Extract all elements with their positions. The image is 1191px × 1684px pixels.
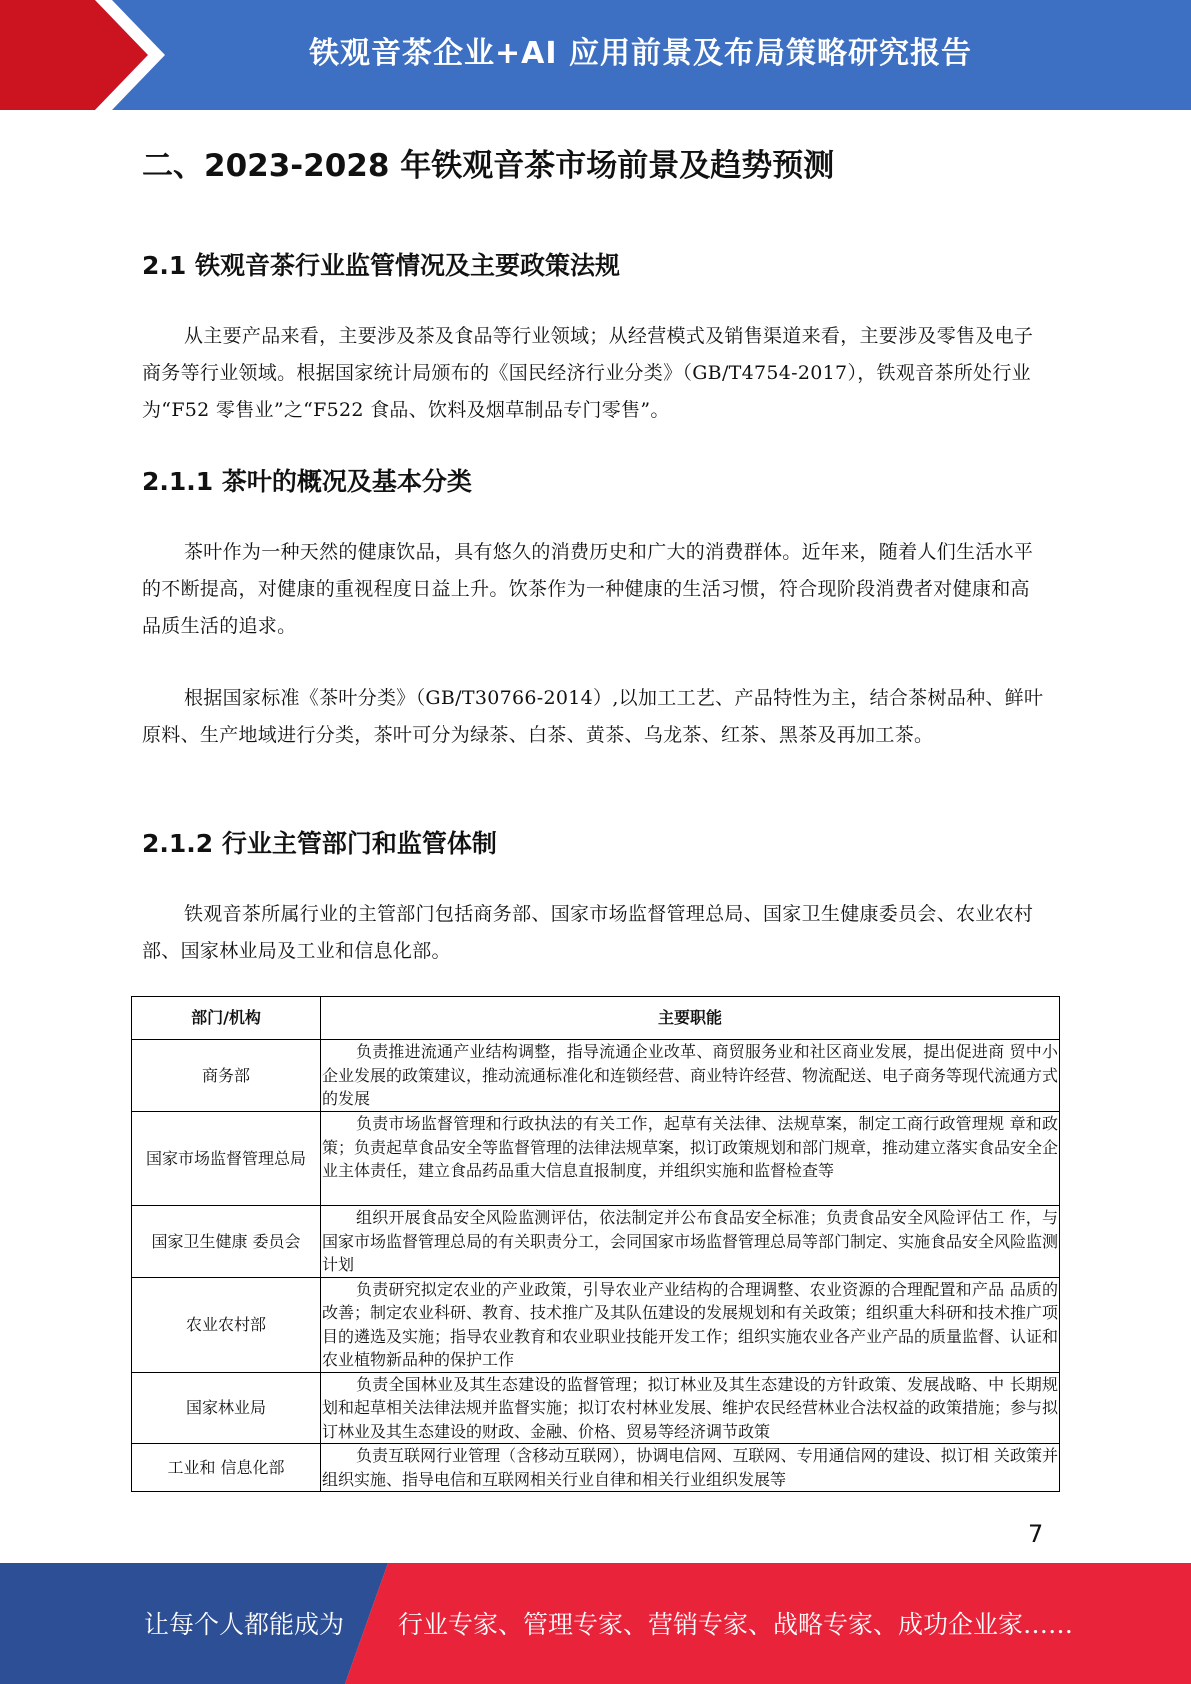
- subsection-2-1-title: 2.1 铁观音茶行业监管情况及主要政策法规: [142, 251, 620, 280]
- table-row: [132, 1112, 1060, 1206]
- footer-slogan-right: 行业专家、管理专家、营销专家、战略专家、成功企业家……: [398, 1610, 1074, 1639]
- subsection-2-1-2-paragraph: 铁观音茶所属行业的主管部门包括商务部、国家市场监督管理总局、国家卫生健康委员会、农业农村部、国家林业局及工业和信息化部。: [142, 903, 1034, 962]
- dept-cell: 商务部: [132, 1040, 321, 1112]
- subsection-2-1-1-paragraph-2: 根据国家标准《茶叶分类》（GB/T30766-2014）,以加工工艺、产品特性为主，结合茶树品种、鲜叶原料、生产地域进行分类，茶叶可分为绿茶、白茶、黄茶、乌龙茶、红茶、黑茶及再加工茶。: [142, 687, 1044, 746]
- subsection-2-1-paragraph: 从主要产品来看，主要涉及茶及食品等行业领域；从经营模式及销售渠道来看，主要涉及零售及电子商务等行业领域。根据国家统计局颁布的《国民经济行业分类》（GB/T4754-2017），铁观音茶所处行业为“F52 零售业”之“F522 食品、饮料及烟草制品专门零售”。: [142, 325, 1034, 421]
- duty-cell: 组织开展食品安全风险监测评估，依法制定并公布食品安全标准；负责食品安全风险评估工 作，与国家市场监督管理总局的有关职责分工，会同国家市场监督管理总局等部门制定、实施食品安全风险监测计划: [321, 1206, 1060, 1278]
- duty-cell: 负责互联网行业管理（含移动互联网），协调电信网、互联网、专用通信网的建设、拟订相 关政策并组织实施、指导电信和互联网相关行业自律和相关行业组织发展等: [321, 1444, 1060, 1492]
- subsection-2-1-2-title: 2.1.2 行业主管部门和监管体制: [142, 829, 497, 858]
- dept-cell: 国家市场监督管理总局: [132, 1112, 321, 1206]
- table-row: [132, 1372, 1060, 1444]
- table-row: [132, 1444, 1060, 1492]
- duty-cell: 负责推进流通产业结构调整，指导流通企业改革、商贸服务业和社区商业发展，提出促进商 贸中小企业发展的政策建议，推动流通标准化和连锁经营、商业特许经营、物流配送、电子商务等现代流通方式的发展: [321, 1040, 1060, 1112]
- duty-cell: 负责全国林业及其生态建设的监督管理；拟订林业及其生态建设的方针政策、发展战略、中 长期规划和起草相关法律法规并监督实施；拟订农村林业发展、维护农民经营林业合法权益的政策措施；参与拟订林业及其生态建设的财政、金融、价格、贸易等经济调节政策: [321, 1372, 1060, 1444]
- report-title: 铁观音茶企业+AI 应用前景及布局策略研究报告: [309, 36, 972, 71]
- duty-cell: 负责市场监督管理和行政执法的有关工作，起草有关法律、法规草案，制定工商行政管理规 章和政策；负责起草食品安全等监督管理的法律法规草案，拟订政策规划和部门规章，推动建立落实食品安全企业主体责任，建立食品药品重大信息直报制度，并组织实施和监督检查等: [321, 1112, 1060, 1206]
- dept-cell: 农业农村部: [132, 1277, 321, 1372]
- page-footer: [0, 1563, 1191, 1684]
- header-dept: 部门/机构: [132, 997, 321, 1040]
- dept-cell: 国家卫生健康 委员会: [132, 1206, 321, 1278]
- table-header-row: [132, 997, 1060, 1040]
- footer-slogan-left: 让每个人都能成为: [144, 1610, 345, 1639]
- regulator-table: [131, 996, 1060, 1492]
- table-row: [132, 1040, 1060, 1112]
- dept-cell: 国家林业局: [132, 1372, 321, 1444]
- section-title: 二、2023-2028 年铁观音茶市场前景及趋势预测: [142, 148, 835, 184]
- dept-cell: 工业和 信息化部: [132, 1444, 321, 1492]
- duty-cell: 负责研究拟定农业的产业政策，引导农业产业结构的合理调整、农业资源的合理配置和产品 品质的改善；制定农业科研、教育、技术推广及其队伍建设的发展规划和有关政策；组织重大科研和技术推广项目的遴选及实施；指导农业教育和农业职业技能开发工作；组织实施农业各产业产品的质量监督、认证和农业植物新品种的保护工作: [321, 1277, 1060, 1372]
- header-duty: 主要职能: [321, 997, 1060, 1040]
- page-number: 7: [1028, 1520, 1044, 1548]
- table-row: [132, 1277, 1060, 1372]
- subsection-2-1-1-paragraph-1: 茶叶作为一种天然的健康饮品，具有悠久的消费历史和广大的消费群体。近年来，随着人们生活水平的不断提高，对健康的重视程度日益上升。饮茶作为一种健康的生活习惯，符合现阶段消费者对健康和高品质生活的追求。: [142, 541, 1034, 637]
- subsection-2-1-1-title: 2.1.1 茶叶的概况及基本分类: [142, 467, 472, 496]
- table-row: [132, 1206, 1060, 1278]
- page-header: [0, 0, 1191, 110]
